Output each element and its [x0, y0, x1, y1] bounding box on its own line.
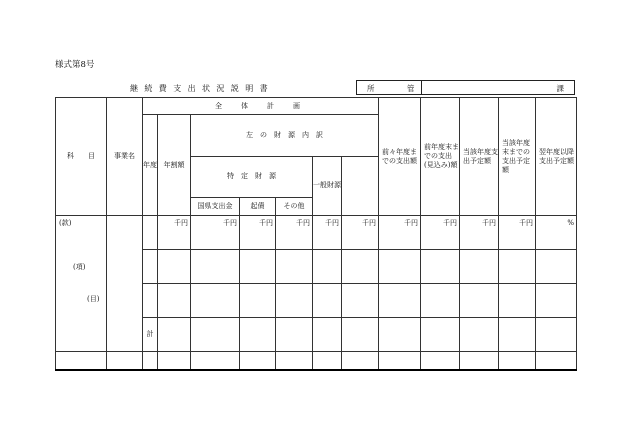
table-row [56, 216, 577, 250]
header-jigyomei: 事業名 [107, 98, 143, 216]
table-row-blank [56, 352, 577, 370]
unit-kokken: 千円 [191, 216, 240, 250]
department-label-sho: 所 [367, 84, 375, 93]
header-nenwari-gaku: 年割額 [158, 115, 191, 216]
unit-shinchoku: % [536, 216, 577, 250]
kamoku-cell [56, 216, 107, 352]
header-ippan-zaigen: 一般財源 [313, 156, 342, 216]
header-zen-nendo: 前年度末までの支出(見込み)額 [421, 98, 460, 216]
document-title: 継続費支出状況説明書 [130, 84, 274, 93]
unit-sonota: 千円 [276, 216, 313, 250]
header-tougai-nendo-matsu: 当該年度末までの支出予定額 [499, 98, 536, 216]
header-tougai-nendo: 当該年度支出予定額 [460, 98, 499, 216]
unit-yokunen: 千円 [499, 216, 536, 250]
unit-ippan: 千円 [313, 216, 342, 250]
header-nendo: 年度 [143, 115, 158, 216]
unit-zenzen: 千円 [342, 216, 379, 250]
header-yokunendo: 翌年度以降支出予定額 [536, 98, 577, 216]
unit-kisai: 千円 [240, 216, 276, 250]
row-label-kou: (項) [73, 263, 86, 271]
row-label-kei: 計 [143, 318, 158, 352]
header-tokutei-zaigen: 特 定 財 源 [191, 156, 313, 198]
header-zentai-keikaku: 全 体 計 画 [143, 98, 379, 115]
row-label-moku: (目) [87, 295, 100, 303]
header-kokken-shishutsukin: 国県支出金 [191, 198, 240, 216]
nendo-cell [143, 216, 158, 250]
header-sonota: その他 [276, 198, 313, 216]
department-label-ka: 課 [556, 84, 564, 93]
department-box [356, 80, 575, 95]
header-kisai: 起債 [240, 198, 276, 216]
form-number: 様式第8号 [55, 60, 95, 70]
department-label-kan: 管 [407, 84, 415, 93]
department-divider [421, 81, 422, 94]
unit-zennen: 千円 [379, 216, 421, 250]
unit-tougai-matsu: 千円 [460, 216, 499, 250]
header-kamoku: 科 目 [56, 98, 107, 216]
header-zenzen-nendo: 前々年度までの支出額 [379, 98, 421, 216]
unit-nenwari: 千円 [158, 216, 191, 250]
expenditure-table [55, 97, 577, 371]
header-zaigen-uchiwake: 左 の 財 源 内 訳 [191, 115, 379, 157]
jigyomei-cell [107, 216, 143, 352]
unit-tougai: 千円 [421, 216, 460, 250]
row-label-kan: (款) [59, 219, 72, 227]
